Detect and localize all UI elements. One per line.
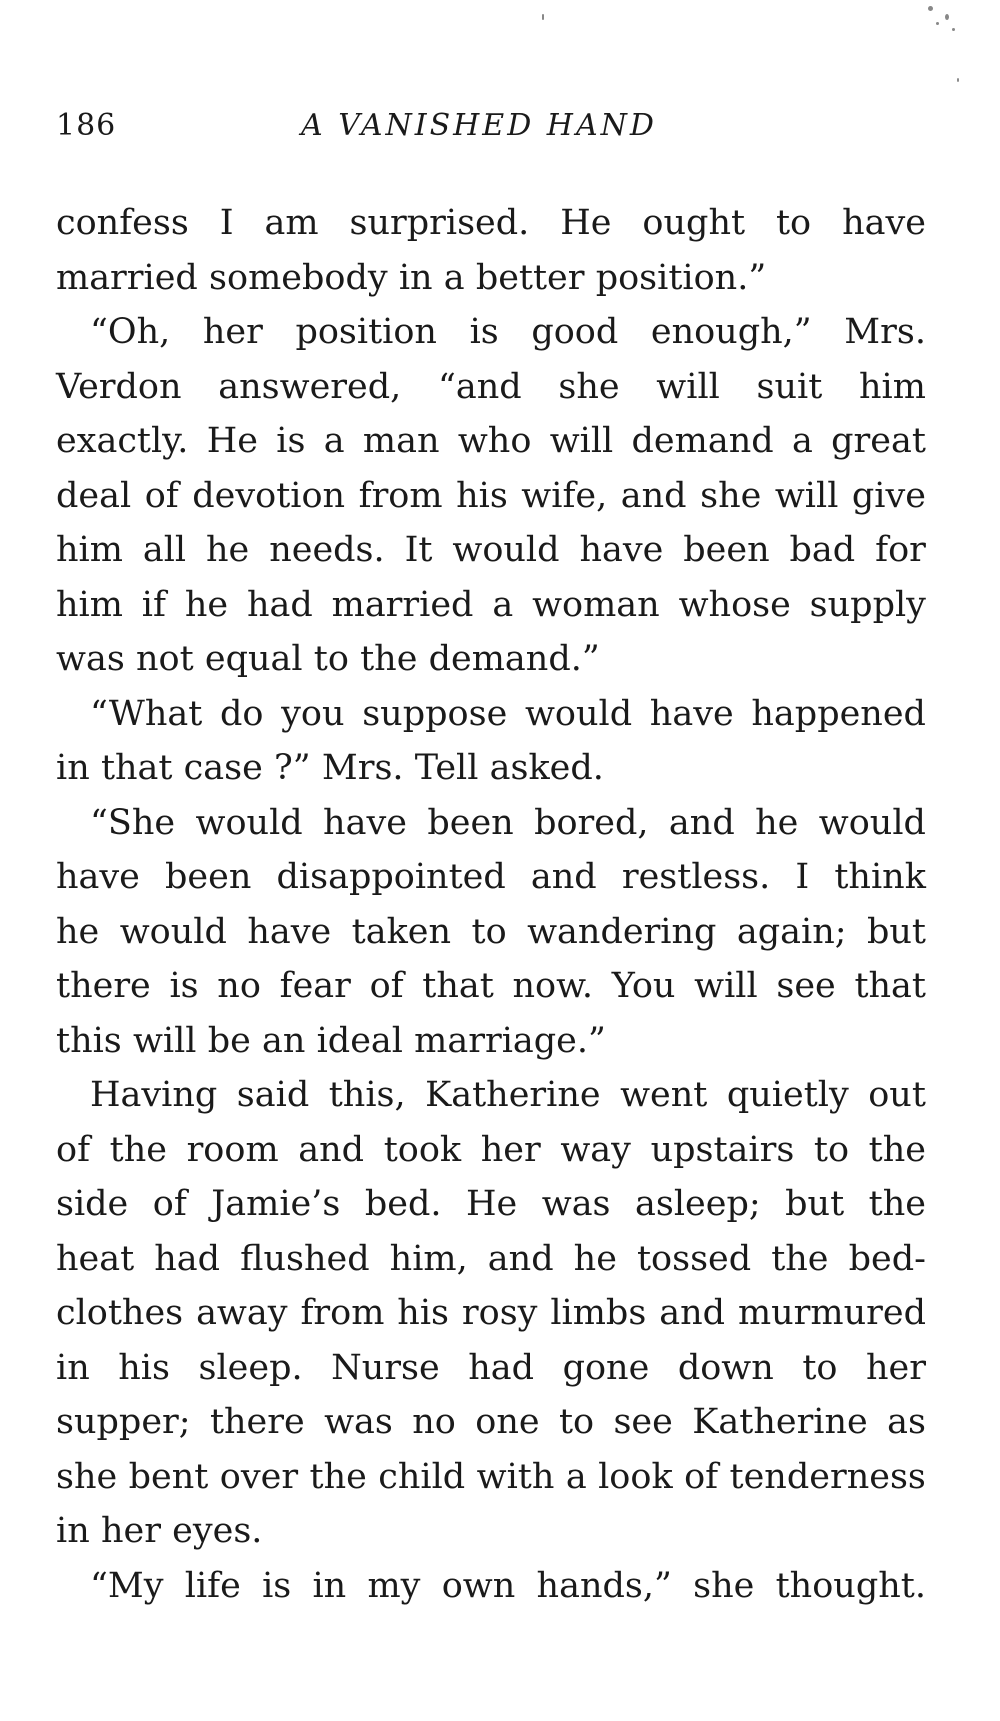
text-line [56,1014,926,1069]
word: surprised. [349,203,530,243]
word: have [649,693,734,734]
word: over [219,1456,299,1497]
word: bent [128,1456,209,1497]
scan-speck [952,28,955,31]
word: think [834,857,926,897]
word: happened [751,693,926,734]
word: and [487,1238,554,1279]
word: Nurse [331,1347,440,1388]
word: but [866,911,926,952]
text-line [56,578,926,633]
word: clothes [56,1293,184,1333]
word: the [868,1129,926,1170]
word: good [531,312,619,352]
word: she [558,366,620,407]
word: from [300,1293,385,1333]
word: Tell [414,748,479,788]
text-line [56,850,926,905]
word: there [209,1402,305,1442]
word: wandering [527,911,717,952]
scan-speck [957,78,959,82]
text-line [56,1559,926,1614]
word: been [427,802,514,843]
word: will [656,366,720,407]
word: am [264,203,319,243]
word: wife, [521,475,608,516]
word: with [476,1456,555,1497]
word: disappointed [276,857,506,897]
word: that [854,966,926,1006]
word: to [558,1402,595,1442]
word: down [677,1347,774,1388]
word: I [219,203,234,243]
word: all [142,530,187,570]
word: sleep. [198,1347,303,1388]
word: no [217,966,261,1006]
word: side [56,1184,129,1224]
word: had [468,1347,535,1388]
page-header [56,108,926,158]
word: a [791,421,813,461]
text-line [56,959,926,1014]
word: said [236,1075,310,1115]
word: confess [56,203,189,243]
word: will [549,421,614,461]
scan-speck [542,14,544,20]
word: “Oh, [90,312,171,352]
text-line [56,741,926,796]
word: she [693,1565,755,1606]
word: have [579,530,664,570]
word: her [100,1511,161,1551]
word: way [560,1129,631,1170]
text-line [56,305,926,360]
word: the [309,1456,367,1497]
word: He [560,203,612,243]
word: suppose [362,693,508,734]
text-line [56,469,926,524]
word: look [598,1456,673,1497]
body-text [56,196,926,1613]
word: restless. [621,857,771,897]
word: a [323,421,345,461]
word: woman [532,584,660,625]
text-line [56,196,926,251]
word: who [457,421,532,461]
word: he [56,911,100,952]
text-line [56,251,926,306]
word: see [613,1402,673,1442]
word: from [358,475,443,516]
word: He [466,1184,518,1224]
word: the [868,1184,926,1224]
word: marriage.” [414,1020,606,1061]
word: taken [351,911,452,952]
word: him [56,584,123,625]
word: there [56,966,151,1006]
word: been [683,530,770,570]
word: fear [279,966,351,1006]
word: was [324,1402,393,1442]
word: now. [512,966,594,1006]
word: better [475,257,585,298]
word: in [312,1565,347,1606]
word: him [859,366,926,407]
word: of [152,1184,187,1224]
word: demand.” [428,639,600,679]
word: own [441,1565,516,1606]
word: do [220,693,264,734]
word: he [573,1238,617,1279]
word: room [186,1129,279,1170]
word: my [367,1565,421,1606]
word: whose [678,584,791,625]
word: to [313,639,349,679]
word: Mrs. [844,312,926,352]
word: and [298,1129,365,1170]
word: had [246,584,313,625]
word: is [262,1565,292,1606]
word: this [56,1020,122,1061]
word: and [620,475,687,516]
word: a [492,584,514,625]
word: equal [204,639,303,679]
word: Verdon [56,366,182,407]
page-number: 186 [56,108,117,143]
word: tenderness [729,1456,926,1497]
word: bed. [364,1184,442,1224]
word: will [132,1020,197,1061]
word: he [206,530,250,570]
word: her [480,1129,541,1170]
word: answered, [218,366,402,407]
word: asked. [489,748,604,788]
word: he [184,584,229,625]
word: married [56,257,198,298]
word: the [771,1238,829,1279]
text-line [56,1450,926,1505]
word: tossed [636,1238,752,1279]
text-line [56,1504,926,1559]
text-line [56,905,926,960]
word: be [207,1020,251,1061]
word: “My [90,1565,164,1606]
word: supper; [56,1402,191,1442]
word: It [404,530,433,570]
word: devotion [192,475,346,516]
word: to [802,1347,838,1388]
word: went [620,1075,708,1115]
word: deal [56,475,132,516]
word: Katherine [425,1075,601,1115]
word: murmured [737,1293,926,1333]
word: of [144,475,179,516]
word: her [202,312,263,352]
word: case [183,748,263,788]
word: him, [389,1238,468,1279]
word: away [196,1293,288,1333]
word: out [868,1075,926,1115]
word: if [141,584,166,625]
word: is [469,312,499,352]
word: see [776,966,836,1006]
word: the [360,639,418,679]
word: give [851,475,926,516]
text-line [56,414,926,469]
word: “and [437,366,522,407]
text-line [56,1341,926,1396]
word: to [775,203,812,243]
word: gone [562,1347,650,1388]
word: have [842,203,926,243]
word: in [56,748,90,788]
word: flushed [240,1238,370,1279]
word: an [262,1020,306,1061]
text-line [56,687,926,742]
scan-speck [928,6,933,11]
word: she [700,475,762,516]
word: Having [90,1075,218,1115]
word: that [100,748,173,788]
word: but [785,1184,845,1224]
word: him [56,530,123,570]
word: was [541,1184,611,1224]
word: position.” [595,257,767,298]
scan-speck [936,22,939,25]
word: in [398,257,433,298]
word: I [795,857,810,897]
word: and [530,857,597,897]
word: “She [90,802,176,843]
word: would [195,802,303,843]
word: his [456,475,508,516]
word: Jamie’s [211,1184,341,1224]
word: ideal [316,1020,403,1061]
word: ought [642,203,746,243]
word: you [281,693,345,734]
word: again; [736,911,847,952]
text-line [56,796,926,851]
word: the [109,1129,167,1170]
text-line [56,1395,926,1450]
word: have [56,857,140,897]
word: bad [789,530,856,570]
word: child [378,1456,466,1497]
word: eyes. [172,1511,263,1551]
word: he [755,802,799,843]
word: his [397,1293,449,1333]
word: limbs [550,1293,647,1333]
word: somebody [209,257,388,298]
running-title: A VANISHED HAND [301,108,657,143]
word: and [659,1293,726,1333]
word: of [684,1456,719,1497]
word: “What [90,693,203,734]
text-line [56,523,926,578]
word: married [331,584,474,625]
text-line [56,1177,926,1232]
word: was [56,639,125,679]
text-line [56,360,926,415]
word: her [865,1347,926,1388]
word: to [813,1129,850,1170]
word: in [56,1347,90,1388]
word: needs. [269,530,385,570]
word: asleep; [635,1184,761,1224]
word: rosy [461,1293,538,1333]
word: of [369,966,404,1006]
text-line [56,632,926,687]
word: not [135,639,194,679]
word: demand [631,421,774,461]
word: upstairs [650,1129,795,1170]
word: his [118,1347,170,1388]
word: position [295,312,437,352]
word: been [165,857,252,897]
word: have [323,802,407,843]
word: of [56,1129,91,1170]
word: would [818,802,926,843]
word: thought. [775,1565,926,1606]
scan-speck [945,14,949,20]
text-line [56,1286,926,1341]
text-line [56,1123,926,1178]
word: You [611,966,676,1006]
word: would [524,693,633,734]
word: enough,” [650,312,812,352]
word: this, [328,1075,406,1115]
word: heat [56,1238,135,1279]
word: bed- [848,1238,926,1279]
word: in [56,1511,90,1551]
word: hands,” [536,1565,672,1606]
word: as [887,1402,926,1442]
word: took [383,1129,462,1170]
word: suit [756,366,823,407]
word: a [565,1456,587,1497]
word: and [668,802,735,843]
word: exactly. [56,421,189,461]
word: one [475,1402,540,1442]
word: ?” [274,748,311,788]
word: life [184,1565,241,1606]
word: is [169,966,199,1006]
word: that [422,966,494,1006]
word: will [774,475,839,516]
text-line [56,1232,926,1287]
word: for [875,530,926,570]
word: have [247,911,332,952]
word: would [452,530,560,570]
word: quietly [726,1075,849,1115]
word: great [831,421,926,461]
word: no [412,1402,456,1442]
word: to [471,911,507,952]
word: Mrs. [321,748,404,788]
word: Katherine [692,1402,868,1442]
word: is [276,421,306,461]
word: bored, [534,802,649,843]
word: she [56,1456,118,1497]
word: He [206,421,258,461]
word: supply [809,584,926,625]
word: would [119,911,227,952]
word: a [443,257,465,298]
word: man [362,421,440,461]
text-line [56,1068,926,1123]
word: will [694,966,758,1006]
word: had [154,1238,221,1279]
